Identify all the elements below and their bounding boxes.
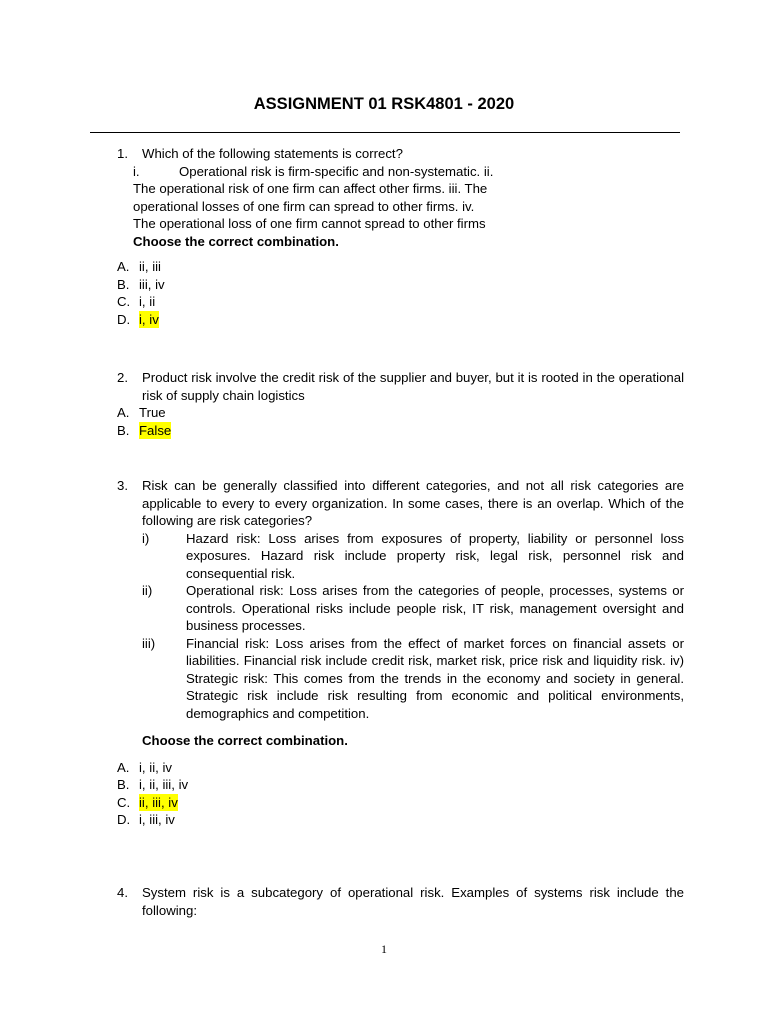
question-text: Product risk involve the credit risk of the supplier and buyer, but it is rooted in the operational risk of supply chain logistics [142,370,684,403]
category-item: ii) Operational risk: Loss arises from the categories of people, processes, systems or controls. Operational risks include people risk, IT risk, management oversight and business processes. [142,583,684,633]
option-c: C. i, ii [117,294,156,309]
question-text: Risk can be generally classified into different categories, and not all risk categories are applicable to every to every organization. In some cases, there is an overlap. Which of the following are risk categories? [142,478,684,528]
question-2 [117,369,684,439]
option-d: D. i, iii, iv [117,812,175,827]
statement-line: operational losses of one firm can spread to other firms. iv. [133,198,475,214]
statements-block [133,163,684,251]
highlighted-answer: ii, iii, iv [139,794,178,810]
choose-prompt: Choose the correct combination. [133,233,339,249]
option-a: A. ii, iii [117,259,161,274]
option-d: D. i, iv [117,311,159,327]
option-b: B. iii, iv [117,276,165,292]
question-3 [117,477,684,829]
statement-line: The operational risk of one firm can affect other firms. iii. The [133,181,488,196]
option-c: C. ii, iii, iv [117,794,178,810]
highlighted-answer: i, iv [139,311,159,327]
highlighted-answer: False [139,422,172,438]
option-b: B. i, ii, iii, iv [117,777,189,792]
page-title: ASSIGNMENT 01 RSK4801 - 2020 [253,95,515,113]
category-item: iii) Financial risk: Loss arises from the effect of market forces on financial assets or liabilities. Financial risk include credit risk, market risk, price risk and liquidity risk. iv) Strategic risk: This comes from the trends in the economy and society in general. Strategic risk include risk resulting from economic and political environments, demographics and competition. [142,635,684,721]
question-number: 3. [117,478,128,493]
title-divider [90,132,680,133]
question-number: 2. [117,370,128,385]
question-number: 1. [117,146,128,161]
option-b: B. False [117,422,172,438]
option-a: A. True [117,405,166,420]
category-list [142,530,684,723]
page-number: 1 [381,942,387,956]
question-number: 4. [117,885,128,900]
statement-line: The operational loss of one firm cannot spread to other firms [133,216,486,231]
choose-prompt: Choose the correct combination. [142,733,348,748]
answer-options [117,404,684,439]
question-text: System risk is a subcategory of operational risk. Examples of systems risk include the following: [142,885,684,918]
statement-line: Operational risk is firm-specific and non-systematic. ii. [179,163,494,179]
answer-options [117,759,684,829]
category-item: i) Hazard risk: Loss arises from exposures of property, liability or personnel loss exposures. Hazard risk include property risk, legal risk, personnel risk and consequential risk. [142,530,684,581]
answer-options [117,258,684,328]
statement-label: i. [133,163,140,179]
question-4 [117,884,684,919]
option-a: A. i, ii, iv [117,759,172,775]
question-1 [117,145,684,328]
question-text: Which of the following statements is correct? [142,146,403,161]
